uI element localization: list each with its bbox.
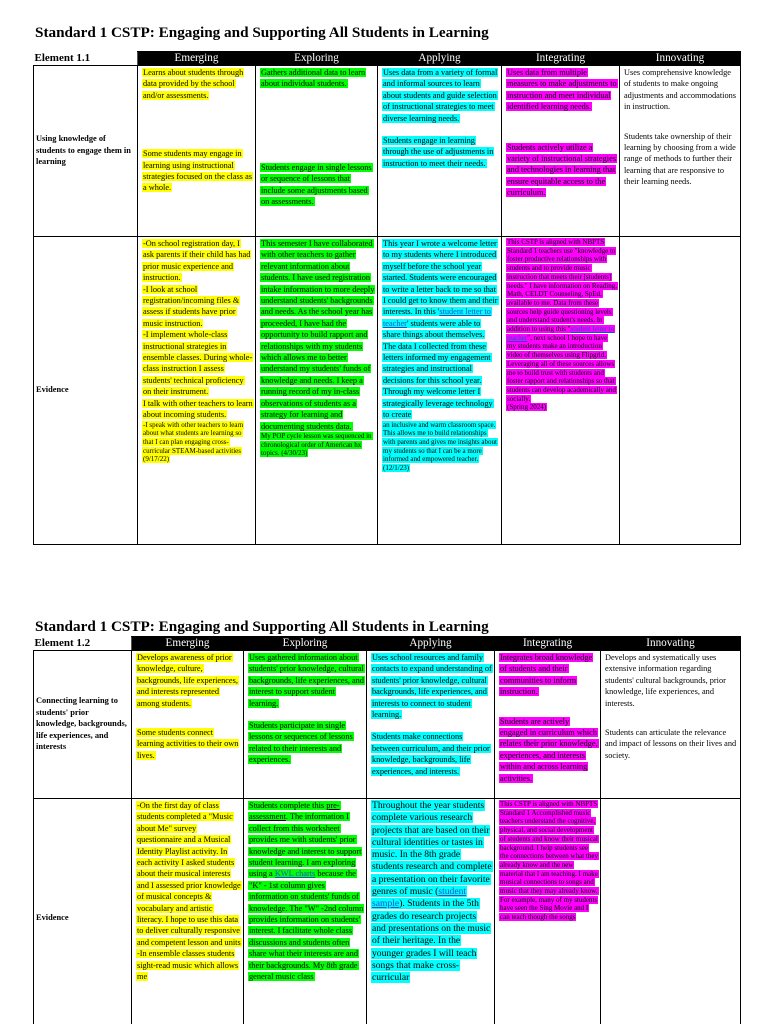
evidence-applying-text-2: ' students were able to share things about themselves. The data I collected from these letters informed my engagement strategies and instructional decisions for this school year. Through my welcome letter I strategically leverage technology to create	[383, 318, 493, 420]
innovating-teacher-text-2: Develops and systematically uses extensive information regarding students' cultural backgrounds, prior knowledge, life experiences, and interests.	[605, 653, 726, 708]
emerging-cell	[138, 66, 256, 237]
evidence-label: Evidence	[34, 237, 138, 545]
evidence-exploring-text-s2b: . The information I collect from this worksheet provides me with students' prior knowledge and interest to support student learning. I am exploring using a	[249, 812, 362, 879]
evidence-integrating-text-2: ", next school I hope to have my students make an introduction video of themselves using Flipgrid. Leveraging all of these sources allows me to build trust with students and foster rapport and relationships so that students can develop academically and socially.	[507, 333, 616, 403]
exploring-student-text-2: Students participate in single lessons or sequences of lessons related to their interests and experiences.	[249, 721, 353, 765]
exploring-teacher-text: Gathers additional data to learn about individual students.	[261, 68, 366, 89]
evidence-emerging-text-2: -I speak with other teachers to learn about what students are learning so that I can plan engaging cross-curricular STEAM-based activities (9/17/22)	[143, 420, 244, 464]
exploring-cell-2	[244, 651, 367, 799]
element-label: Element 1.1	[34, 52, 138, 66]
evidence-integrating-text: This CSTP is aligned with NBPTS Standard 1 teachers use "knowledge to foster productive relationships with students and to provide music instruction that meets their [students] needs." I have information on Reading, Math, CELDT Counseling, SpEd, available to me. Data from these sources help guide questioning levels and understand student's needs. In addition to using this "	[507, 238, 617, 334]
evidence-applying-text: This year I wrote a welcome letter to my students where I introduced myself before the school year started. Students were encouraged to write a letter back to me so that I could get to know them and their interests. In this '	[383, 239, 498, 317]
evidence-emerging-text-s2: -On the first day of class students completed a "Music about Me" survey questionnaire and a Musical Identity Playlist activity. In each activity I asked students about their musical interests and I assessed prior knowledge of musical concepts & vocabulary and artistic literacy. I hope to use this data to deliver culturally responsive and competent lesson and units -In ensemble classes students sight-read music which allows me	[137, 801, 241, 982]
evidence-innovating-cell	[620, 237, 741, 545]
integrating-cell-2	[495, 651, 601, 799]
exploring-teacher-text-2: Uses gathered information about students' prior knowledge, cultural backgrounds, life experiences, and interest to support student learning.	[249, 653, 364, 708]
header-emerging: Emerging	[138, 52, 256, 66]
rubric-table-element-1-1	[33, 51, 741, 545]
integrating-cell	[502, 66, 620, 237]
innovating-cell-2	[601, 651, 741, 799]
header-applying: Applying	[378, 52, 502, 66]
innovating-student-text-2: Students can articulate the relevance and impact of lessons on their lives and society.	[605, 728, 737, 760]
exploring-cell	[256, 66, 378, 237]
rubric-table-element-1-2	[33, 636, 741, 1024]
integrating-student-text: Students actively utilize a variety of instructional strategies and technologies in learning that ensure equitable access to the curriculum.	[507, 142, 616, 198]
integrating-teacher-text: Uses data from multiple measures to make adjustments to instruction and meet individual identified learning needs.	[507, 68, 617, 112]
header-integrating-2: Integrating	[495, 637, 601, 651]
exploring-student-text: Students engage in single lessons or sequence of lessons that include some adjustments based on assessments.	[261, 162, 372, 207]
evidence-emerging-cell-2	[132, 799, 244, 1024]
evidence-integrating-cell	[502, 237, 620, 545]
evidence-emerging-text: -On school registration day, I ask parents if their child has had prior music experience and instruction. -I look at school registration/incoming files & assess if students have prior music instruction. -I implement whole-class instructional strategies in ensemble classes. During whole- class instruction I assess students' technical proficiency on their instrument. I talk with other teachers to learn about incoming students.	[143, 239, 253, 420]
header-innovating: Innovating	[620, 52, 741, 66]
student-sample-link[interactable]: student sample	[372, 886, 467, 910]
header-innovating-2: Innovating	[601, 637, 741, 651]
integrating-teacher-text-2: Integrates broad knowledge of students and their communities to inform instruction.	[500, 653, 593, 697]
emerging-student-text-2: Some students connect learning activities to their own lives.	[137, 728, 239, 760]
applying-cell-2	[367, 651, 495, 799]
evidence-exploring-text-s2c: because the "K" - 1st column gives information on students' funds of knowledge. The "W" -2nd column provides information on students' interest. I facilitate whole class discussions and students often share what their interests are and their backgrounds. My 8th grade general music class	[249, 869, 364, 982]
emerging-teacher-text: Learns about students through data provided by the school and/or assessments.	[143, 68, 244, 100]
evidence-applying-cell	[378, 237, 502, 545]
applying-student-text: Students engage in learning through the use of adjustments in instruction to meet their needs.	[383, 136, 494, 168]
evidence-innovating-cell-2	[601, 799, 741, 1024]
evidence-applying-cell-2	[367, 799, 495, 1024]
header-applying-2: Applying	[367, 637, 495, 651]
emerging-student-text: Some students may engage in learning using instructional strategies focused on the class as a whole.	[143, 149, 252, 193]
emerging-cell-2	[132, 651, 244, 799]
applying-teacher-text-2: Uses school resources and family contacts to expand understanding of students' prior knowledge, cultural backgrounds, life experiences, and interests to connect to student learning.	[372, 653, 492, 720]
section-2-title: Standard 1 CSTP: Engaging and Supporting All Students in Learning	[35, 618, 489, 635]
row-label-2: Connecting learning to students' prior knowledge, backgrounds, life experiences, and interests	[34, 651, 132, 799]
applying-teacher-text: Uses data from a variety of formal and informal sources to learn about students and guide selection of instructional strategies to meet diverse learning needs.	[383, 68, 498, 123]
evidence-applying-text-3: an inclusive and warm classroom space. This allows me to build relationships with parents and gives me insights about my students so that I can be a more informed and empowered teacher. (12/1/23)	[383, 420, 497, 473]
element-label-2: Element 1.2	[34, 637, 132, 651]
evidence-exploring-text: This semester I have collaborated with other teachers to gather relevant information about students. I have used registration intake information to more deeply understand students' backgrounds and needs. As the school year has proceeded, I have had the opportunity to build rapport and relationships with my students which allows me to better understand my students' funds of knowledge and needs. I keep a running record of my in-class observations of students as a strategy for learning and documenting students data.	[261, 239, 375, 431]
evidence-exploring-cell	[256, 237, 378, 545]
innovating-student-text: Students take ownership of their learning by choosing from a wide range of methods to further their learning that are responsive to their learning needs.	[624, 131, 736, 187]
integrating-student-text-2: Students are actively engaged in curriculum which relates their prior knowledge, experiences, and interests within and across learning activities.	[500, 716, 598, 783]
applying-student-text-2: Students make connections between curriculum, and their prior knowledge, backgrounds, life experiences, and interests.	[372, 732, 490, 776]
evidence-label-2: Evidence	[34, 799, 132, 1024]
header-exploring-2: Exploring	[244, 637, 367, 651]
emerging-teacher-text-2: Develops awareness of prior knowledge, culture, backgrounds, life experiences, and interests represented among students.	[137, 653, 238, 708]
evidence-exploring-text-s2: Students complete this	[249, 801, 327, 810]
evidence-integrating-text-s2: This CSTP is aligned with NBPTS Standard 1 Accomplished music teachers understand the cognitive, physical, and social development of students and know their musical background. I help students see the connections between what they already know and the new material that I am teaching. I make musical connections to songs and music that they may already know. For example, many of my students have seen the Sing Movie and I can teach though the songs	[500, 800, 598, 922]
header-integrating: Integrating	[502, 52, 620, 66]
row-label: Using knowledge of students to engage them in learning	[34, 66, 138, 237]
student-letter-link[interactable]: student letter to teacher	[383, 307, 491, 328]
evidence-exploring-cell-2	[244, 799, 367, 1024]
evidence-integrating-date: (Spring 2024)	[507, 403, 547, 412]
innovating-cell	[620, 66, 741, 237]
applying-cell	[378, 66, 502, 237]
evidence-applying-text-s2: Throughout the year students complete various research projects that are based on their cultural identities or tastes in music. In the 8th grade students research and complete a presentation on their favorite genres of music (	[372, 800, 492, 898]
kwl-charts-link[interactable]: KWL charts	[274, 869, 316, 879]
evidence-emerging-cell	[138, 237, 256, 545]
innovating-teacher-text: Uses comprehensive knowledge of students to make ongoing adjustments and accommodations in instruction.	[624, 68, 736, 112]
evidence-applying-text-s2b: ). Students in the 5th grades do research projects and presentations on the music of their heritage. In the younger grades I will teach songs that make cross-curricular	[372, 898, 491, 984]
student-letter-link-2[interactable]: student letter to teacher	[507, 325, 615, 342]
pre-assessment-link[interactable]: pre-assessment	[249, 801, 340, 822]
header-exploring: Exploring	[256, 52, 378, 66]
evidence-exploring-text-2: My POP cycle lesson was sequenced in chronological order of American hx topics. (4/30/23)	[261, 431, 372, 458]
header-emerging-2: Emerging	[132, 637, 244, 651]
section-1-title: Standard 1 CSTP: Engaging and Supporting All Students in Learning	[35, 24, 489, 41]
evidence-integrating-cell-2	[495, 799, 601, 1024]
